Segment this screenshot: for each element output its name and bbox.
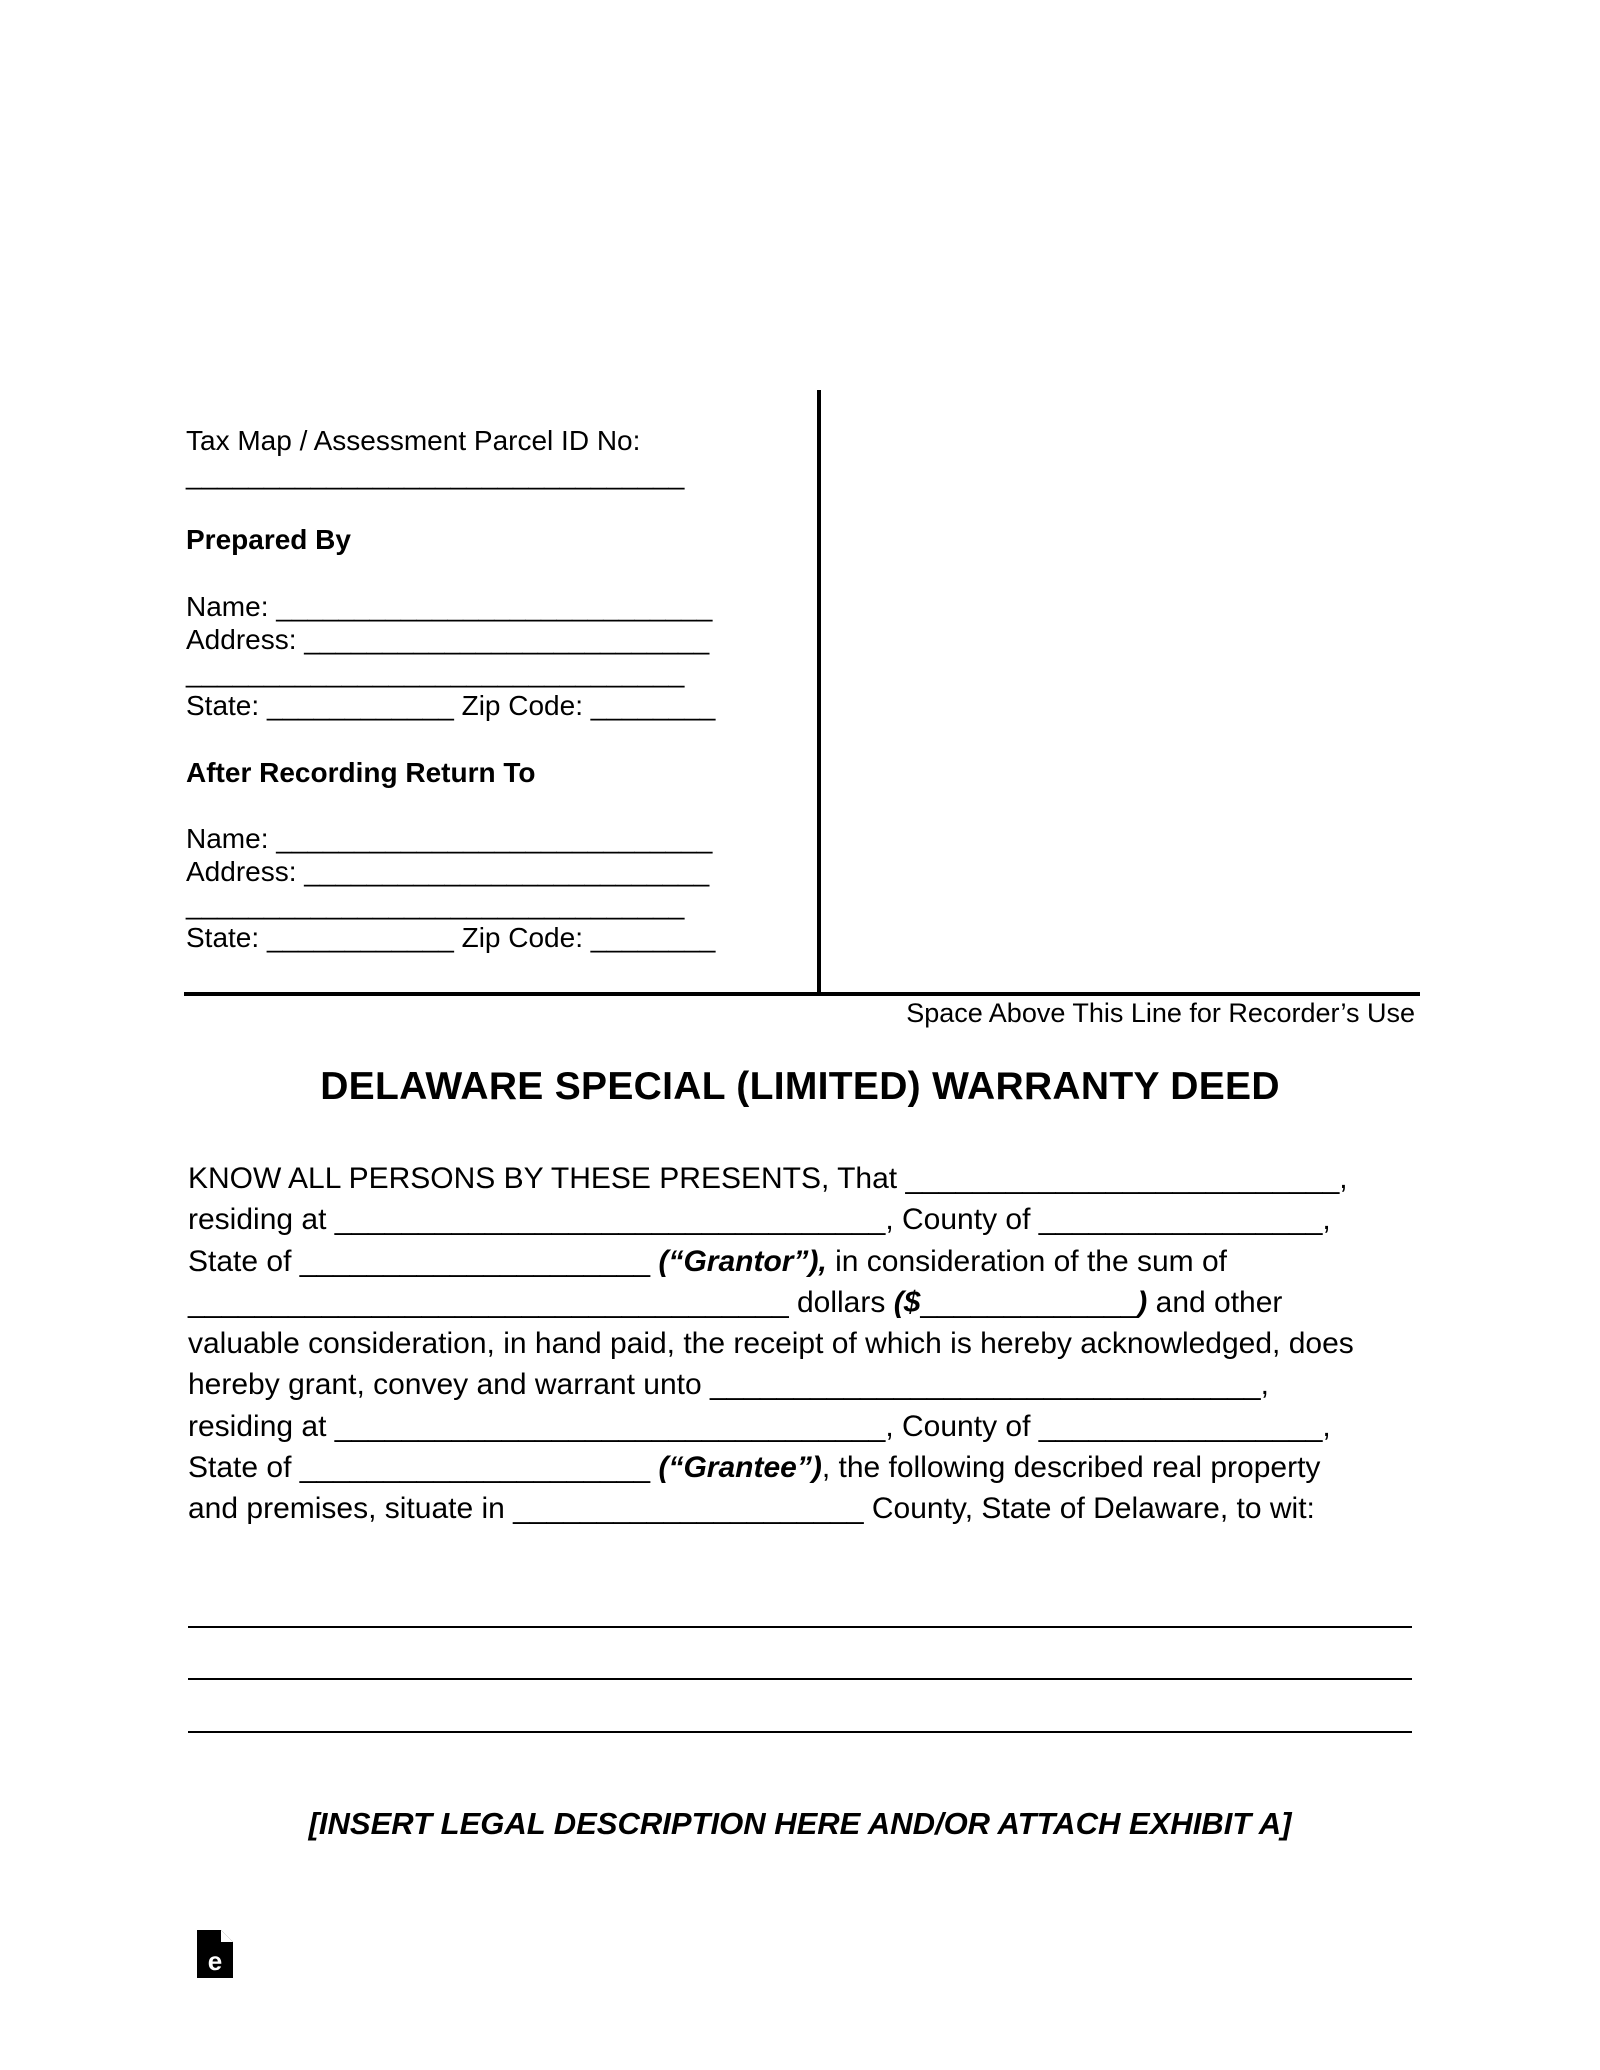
legal-description-line-1	[188, 1626, 1412, 1628]
prepared-by-name: Name: ____________________________	[186, 591, 713, 622]
prepared-by-state-zip: State: ____________ Zip Code: ________	[186, 690, 716, 721]
body-line-8	[188, 1447, 1420, 1488]
recorder-horizontal-divider	[184, 992, 1420, 996]
return-to-address: Address: __________________________	[186, 856, 710, 887]
dollar-sign: ($	[893, 1285, 921, 1319]
consideration-text: in consideration of the sum of	[826, 1244, 1228, 1278]
grantor-state: State of _____________________	[188, 1244, 659, 1278]
amount-close-paren: )	[1137, 1285, 1148, 1319]
document-title: DELAWARE SPECIAL (LIMITED) WARRANTY DEED	[320, 1065, 1280, 1108]
parcel-id-label: Tax Map / Assessment Parcel ID No:	[186, 425, 641, 456]
body-line-2: residing at _________________________________, County of _________________,	[188, 1203, 1331, 1237]
body-line-5: valuable consideration, in hand paid, the receipt of which is hereby acknowledged, does	[188, 1327, 1354, 1361]
return-to-address-line2: ________________________________	[186, 889, 685, 920]
return-to-state-zip: State: ____________ Zip Code: ________	[186, 922, 716, 953]
body-line-1: KNOW ALL PERSONS BY THESE PRESENTS, That __________________________,	[188, 1162, 1348, 1195]
parcel-id-line: ________________________________	[186, 459, 685, 490]
body-line-7: residing at _________________________________, County of _________________,	[188, 1409, 1331, 1443]
body-line-6: hereby grant, convey and warrant unto _________________________________,	[188, 1368, 1269, 1402]
document-e-icon	[197, 1930, 233, 1978]
return-to-heading: After Recording Return To	[186, 757, 536, 788]
body-line-3	[188, 1241, 1420, 1282]
amount-blank: _____________	[920, 1285, 1138, 1319]
svg-text:e: e	[207, 1946, 223, 1976]
dollars-text: ____________________________________ dollars	[188, 1285, 894, 1319]
grantor-term: (“Grantor”),	[658, 1244, 827, 1278]
body-line-9: and premises, situate in _____________________ County, State of Delaware, to wit:	[188, 1492, 1315, 1526]
recorder-vertical-divider	[817, 390, 821, 992]
grantee-term: (“Grantee”)	[658, 1451, 822, 1485]
legal-description-note: [INSERT LEGAL DESCRIPTION HERE AND/OR ATTACH EXHIBIT A]	[308, 1806, 1292, 1841]
property-text: , the following described real property	[821, 1451, 1321, 1485]
deed-body	[188, 1158, 1420, 1530]
prepared-by-heading: Prepared By	[186, 524, 351, 555]
legal-description-line-2	[188, 1678, 1412, 1680]
prepared-by-address: Address: __________________________	[186, 624, 710, 655]
legal-description-line-3	[188, 1731, 1412, 1733]
return-to-name: Name: ____________________________	[186, 823, 713, 854]
and-other-text: and other	[1147, 1285, 1283, 1319]
body-line-4	[188, 1282, 1420, 1323]
prepared-by-address-line2: ________________________________	[186, 657, 685, 688]
recorder-use-note: Space Above This Line for Recorder’s Use	[906, 998, 1415, 1028]
grantee-state: State of _____________________	[188, 1451, 659, 1485]
